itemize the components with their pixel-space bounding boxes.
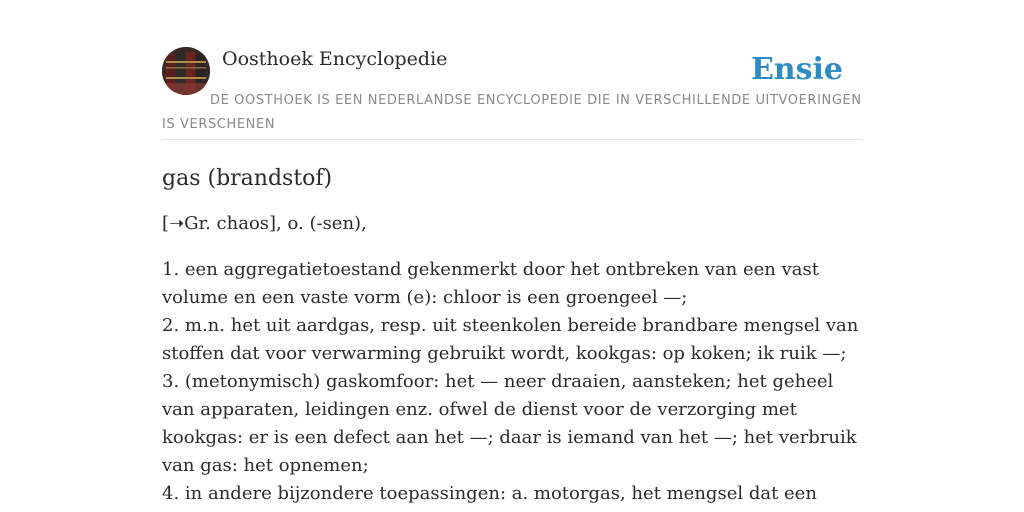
definition-2: 2. m.n. het uit aardgas, resp. uit steenkolen bereide brandbare mengsel van stoffen dat voor verwarming gebruikt wordt, kookgas: op koken; ik ruik —; (162, 315, 859, 364)
entry-definitions (162, 256, 862, 508)
site-title[interactable]: Oosthoek Encyclopedie (222, 48, 448, 70)
book-spines-icon[interactable] (162, 47, 210, 95)
entry-etymology: [➝Gr. chaos], o. (-sen), (162, 213, 367, 234)
definition-1: 1. een aggregatietoestand gekenmerkt door het ontbreken van een vast volume en een vaste vorm (e): chloor is een groengeel —; (162, 259, 819, 308)
brand-logo[interactable]: Ensie (750, 52, 843, 87)
site-tagline: DE OOSTHOEK IS EEN NEDERLANDSE ENCYCLOPEDIE DIE IN VERSCHILLENDE UITVOERINGEN IS VERSCHENEN (162, 93, 862, 132)
entry-title: gas (brandstof) (162, 166, 333, 191)
definition-3: 3. (metonymisch) gaskomfoor: het — neer draaien, aansteken; het geheel van apparaten, leidingen enz. ofwel de dienst voor de verzorging met kookgas: er is een defect aan het —; daar is iemand van het —; het verbruik van gas: het opnemen; (162, 371, 857, 476)
entry-content (162, 160, 862, 508)
definition-4: 4. in andere bijzondere toepassingen: a. motorgas, het mengsel dat een (162, 483, 817, 504)
site-header (162, 44, 862, 140)
